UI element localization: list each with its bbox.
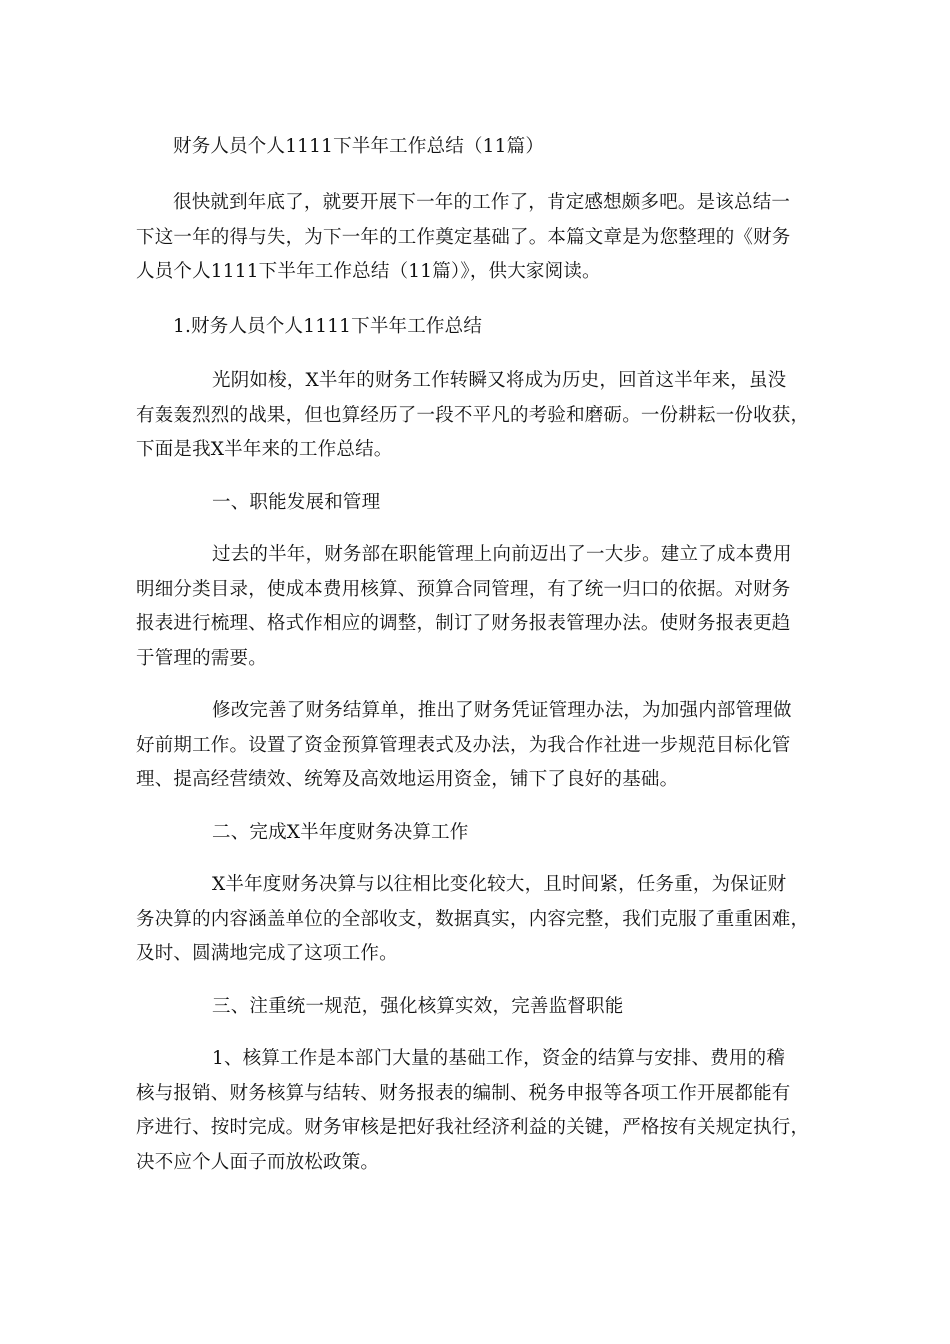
paragraph-5 <box>136 1042 816 1180</box>
heading-a: 一、职能发展和管理 <box>212 492 381 513</box>
paragraph-line: 下面是我X半年来的工作总结。 <box>136 439 393 460</box>
paragraph-line: 1、核算工作是本部门大量的基础工作，资金的结算与安排、费用的稽 <box>212 1048 785 1069</box>
heading-c: 三、注重统一规范，强化核算实效，完善监督职能 <box>212 996 624 1017</box>
paragraph-line: 有轰轰烈烈的战果，但也算经历了一段不平凡的考验和磨砺。一份耕耘一份收获， <box>136 404 810 426</box>
paragraph-line: 理、提高经营绩效、统筹及高效地运用资金，铺下了良好的基础。 <box>136 769 679 790</box>
paragraph-line: 决不应个人面子而放松政策。 <box>136 1151 380 1173</box>
paragraph-1 <box>136 364 816 468</box>
paragraph-line: 务决算的内容涵盖单位的全部收支，数据真实，内容完整，我们克服了重重困难， <box>136 908 810 930</box>
paragraph-line: 核与报销、财务核算与结转、财务报表的编制、税务申报等各项工作开展都能有 <box>136 1082 791 1104</box>
intro-paragraph <box>136 186 816 290</box>
heading-b: 二、完成X半年度财务决算工作 <box>212 822 469 843</box>
paragraph-line: X半年度财务决算与以往相比变化较大，且时间紧，任务重，为保证财 <box>212 874 787 895</box>
paragraph-3 <box>136 694 816 798</box>
intro-line: 人员个人1111下半年工作总结（11篇）》，供大家阅读。 <box>136 261 601 282</box>
intro-line: 下这一年的得与失，为下一年的工作奠定基础了。本篇文章是为您整理的《财务 <box>136 226 791 248</box>
paragraph-line: 修改完善了财务结算单，推出了财务凭证管理办法，为加强内部管理做 <box>212 700 792 721</box>
paragraph-line: 报表进行梳理、格式作相应的调整，制订了财务报表管理办法。使财务报表更趋 <box>136 613 791 634</box>
paragraph-line: 好前期工作。设置了资金预算管理表式及办法，为我合作社进一步规范目标化管 <box>136 734 791 756</box>
paragraph-line: 过去的半年，财务部在职能管理上向前迈出了一大步。建立了成本费用 <box>212 544 792 565</box>
paragraph-4 <box>136 868 816 972</box>
intro-line: 很快就到年底了，就要开展下一年的工作了，肯定感想颇多吧。是该总结一 <box>173 192 791 213</box>
paragraph-line: 明细分类目录，使成本费用核算、预算合同管理，有了统一归口的依据。对财务 <box>136 578 791 600</box>
document-title: 财务人员个人1111下半年工作总结（11篇） <box>173 136 545 157</box>
paragraph-2 <box>136 538 816 676</box>
paragraph-line: 序进行、按时完成。财务审核是把好我社经济利益的关键，严格按有关规定执行， <box>136 1117 810 1138</box>
paragraph-line: 及时、圆满地完成了这项工作。 <box>136 943 398 964</box>
section-heading-1: 1.财务人员个人1111下半年工作总结 <box>173 316 483 337</box>
paragraph-line: 光阴如梭，X半年的财务工作转瞬又将成为历史，回首这半年来，虽没 <box>212 370 787 391</box>
paragraph-line: 于管理的需要。 <box>136 647 267 669</box>
